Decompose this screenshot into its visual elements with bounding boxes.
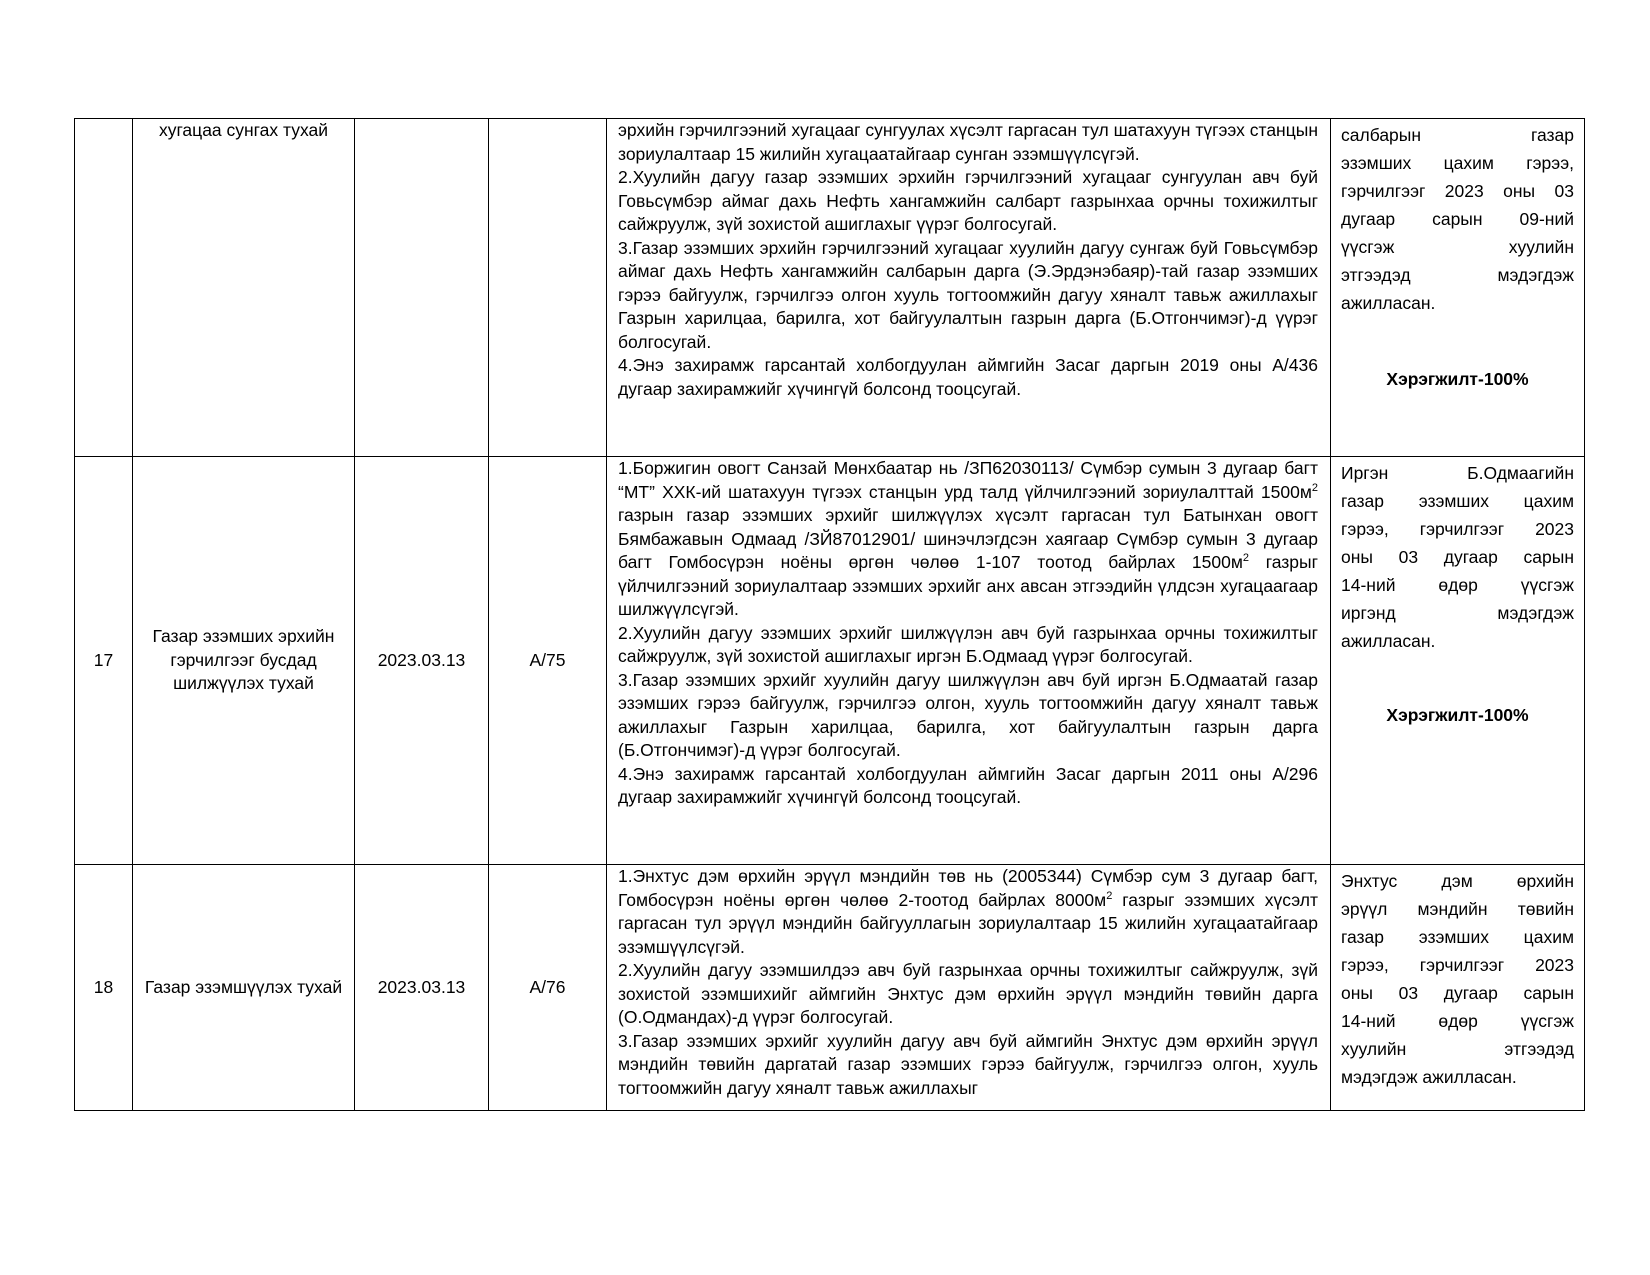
result-line: 14-ний өдөр үүсгэж bbox=[1341, 575, 1574, 595]
decree-content bbox=[607, 119, 1331, 457]
result-line: салбарын газар bbox=[1341, 125, 1574, 145]
result-line: 14-ний өдөр үүсгэж bbox=[1341, 1011, 1574, 1031]
content-paragraph: эрхийн гэрчилгээний хугацааг сунгуулах хүсэлт гаргасан тул шатахуун түгээх станцын зориулалтаар 15 жилийн хугацаатайгаар сунган эзэмшүүлсүгэй. bbox=[618, 120, 1318, 164]
row-number: 18 bbox=[75, 865, 133, 1111]
result-line: этгээдэд мэдэгдэж bbox=[1341, 265, 1574, 285]
table-row bbox=[75, 457, 1585, 865]
result-line: газар эзэмших цахим bbox=[1341, 491, 1574, 511]
implementation-status: Хэрэгжилт-100% bbox=[1386, 369, 1529, 389]
result-line: хуулийн этгээдэд bbox=[1341, 1039, 1574, 1059]
result-line: оны 03 дугаар сарын bbox=[1341, 547, 1574, 567]
result-line: эрүүл мэндийн төвийн bbox=[1341, 899, 1574, 919]
decree-date: 2023.03.13 bbox=[355, 457, 489, 865]
result-line: газар эзэмших цахим bbox=[1341, 927, 1574, 947]
content-paragraph: 4.Энэ захирамж гарсантай холбогдуулан аймгийн Засаг даргын 2019 оны А/436 дугаар захирамжийг хүчингүй болсонд тооцсугай. bbox=[618, 355, 1318, 399]
content-paragraph: 3.Газар эзэмших эрхийн гэрчилгээний хугацааг хуулийн дагуу сунгаж буй Говьсүмбэр аймаг дахь Нефть хангамжийн салбарын дарга (Э.Эрдэнэбаяр)-тай газар эзэмших гэрээ байгуулж, гэрчилгээ олгон хууль тогтоомжийн дагуу хяналт тавьж ажиллахыг Газрын харилцаа, барилга, хот байгуулалтын газрын дарга (Б.Отгончимэг)-д үүрэг болгосугай. bbox=[618, 237, 1318, 352]
result-line: гэрчилгээг 2023 оны 03 bbox=[1341, 181, 1574, 201]
row-number bbox=[75, 119, 133, 457]
decree-title: Газар эзэмших эрхийн гэрчилгээг бусдад шилжүүлэх тухай bbox=[133, 457, 355, 865]
result-line: оны 03 дугаар сарын bbox=[1341, 983, 1574, 1003]
result-line: гэрээ, гэрчилгээг 2023 bbox=[1341, 955, 1574, 975]
content-paragraph: 1.Энхтус дэм өрхийн эрүүл мэндийн төв нь (2005344) Сүмбэр сум 3 дугаар багт, Гомбосүрэн ноёны өргөн чөлөө 2-тоотод байрлах $8000м^2$ газрыг эзэмших хүсэлт гаргасан тул эрүүл мэндийн байгууллагын зориулалтаар 15 жилийн хугацаатайгаар эзэмшүүлсүгэй. bbox=[618, 866, 1318, 957]
implementation-status: Хэрэгжилт-100% bbox=[1386, 705, 1529, 725]
result-line: Иргэн Б.Одмаагийн bbox=[1341, 463, 1574, 483]
decrees-table bbox=[74, 118, 1585, 1111]
decree-content bbox=[607, 457, 1331, 865]
result-line: мэдэгдэж ажилласан. bbox=[1341, 1067, 1517, 1087]
result-line: гэрээ, гэрчилгээг 2023 bbox=[1341, 519, 1574, 539]
table-row bbox=[75, 119, 1585, 457]
result-line: Энхтус дэм өрхийн bbox=[1341, 871, 1574, 891]
implementation-result bbox=[1331, 865, 1585, 1111]
content-paragraph: 3.Газар эзэмших эрхийг хуулийн дагуу шилжүүлэн авч буй иргэн Б.Одмаатай газар эзэмших гэрээ байгуулж, гэрчилгээ олгон, хууль тогтоомжийн дагуу хяналт тавьж ажиллахыг Газрын харилцаа, барилга, хот байгуулалтын газрын дарга (Б.Отгончимэг)-д үүрэг болгосугай. bbox=[618, 669, 1318, 760]
row-number: 17 bbox=[75, 457, 133, 865]
table-row bbox=[75, 865, 1585, 1111]
decree-number bbox=[489, 119, 607, 457]
content-paragraph: 3.Газар эзэмших эрхийг хуулийн дагуу авч буй аймгийн Энхтус дэм өрхийн эрүүл мэндийн төвийн даргатай газар эзэмших гэрээ байгуулж, гэрчилгээ олгон, хууль тогтоомжийн дагуу хяналт тавьж ажиллахыг bbox=[618, 1030, 1318, 1098]
result-line: иргэнд мэдэгдэж bbox=[1341, 603, 1574, 623]
result-line: ажилласан. bbox=[1341, 293, 1436, 313]
decree-number: А/75 bbox=[489, 457, 607, 865]
result-line: дугаар сарын 09-ний bbox=[1341, 209, 1574, 229]
result-line: ажилласан. bbox=[1341, 631, 1436, 651]
result-line: үүсгэж хуулийн bbox=[1341, 237, 1574, 257]
decree-title: Газар эзэмшүүлэх тухай bbox=[133, 865, 355, 1111]
decree-date: 2023.03.13 bbox=[355, 865, 489, 1111]
result-line: эзэмших цахим гэрээ, bbox=[1341, 153, 1574, 173]
content-paragraph: 2.Хуулийн дагуу эзэмшилдээ авч буй газрынхаа орчны тохижилтыг сайжруулж, зүй зохистой эзэмшихийг аймгийн Энхтус дэм өрхийн эрүүл мэндийн төвийн дарга (О.Одмандах)-д үүрэг болгосугай. bbox=[618, 960, 1318, 1027]
implementation-result bbox=[1331, 119, 1585, 457]
content-paragraph: 1.Боржигин овогт Санзай Мөнхбаатар нь /ЗП62030113/ Сүмбэр сумын 3 дугаар багт “МТ” ХХК-ий шатахуун түгээх станцын урд талд үйлчилгээний зориулалттай $1500м^2$ газрын газар эзэмших эрхийг шилжүүлэх хүсэлт гаргасан тул Батынхан овогт Бямбажавын Одмаад /ЗЙ87012901/ шинэчлэгдсэн хаягаар Сүмбэр сумын 3 дугаар багт Гомбосүрэн ноёны өргөн чөлөө 1-107 тоотод байрлах $1500м^2$ газрыг үйлчилгээний зориулалтаар эзэмших эрхийг анх авсан этгээдийн үлдсэн хугацаагаар шилжүүлсүгэй. bbox=[618, 458, 1318, 619]
content-paragraph: 4.Энэ захирамж гарсантай холбогдуулан аймгийн Засаг даргын 2011 оны А/296 дугаар захирамжийг хүчингүй болсонд тооцсугай. bbox=[618, 763, 1318, 807]
decree-number: А/76 bbox=[489, 865, 607, 1111]
decree-content bbox=[607, 865, 1331, 1111]
implementation-result bbox=[1331, 457, 1585, 865]
decree-date bbox=[355, 119, 489, 457]
content-paragraph: 2.Хуулийн дагуу эзэмших эрхийг шилжүүлэн авч буй газрынхаа орчны тохижилтыг сайжруулж, зүй зохистой ашиглахыг иргэн Б.Одмаад үүрэг болгосугай. bbox=[618, 622, 1318, 666]
content-paragraph: 2.Хуулийн дагуу газар эзэмших эрхийн гэрчилгээний хугацааг сунгуулан авч буй Говьсүмбэр аймаг дахь Нефть хангамжийн салбарт газрынхаа орчны тохижилтыг сайжруулж, зүй зохистой ашиглахыг үүрэг болгосугай. bbox=[618, 167, 1318, 234]
decree-title: хугацаа сунгах тухай bbox=[133, 119, 355, 457]
